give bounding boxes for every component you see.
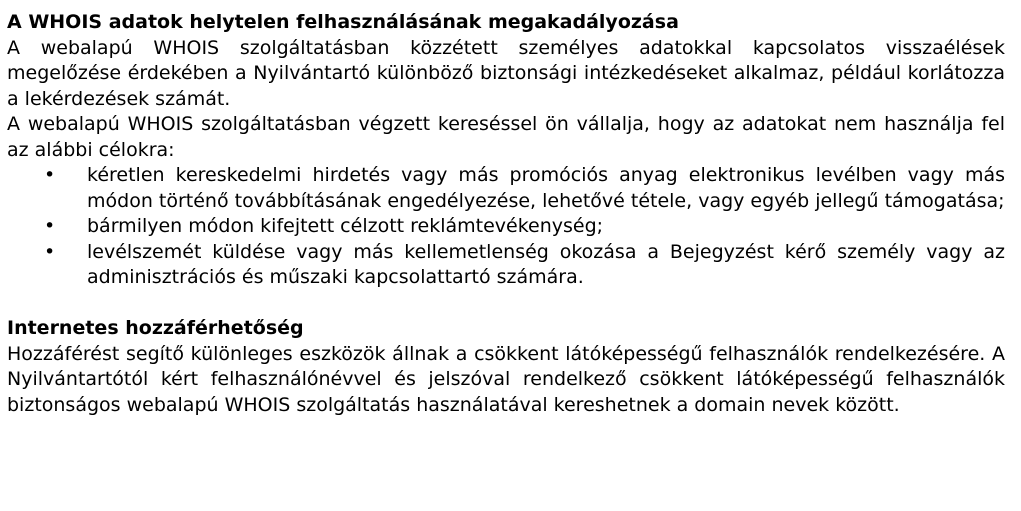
list-item-text: bármilyen módon kifejtett célzott reklámtevékenység; — [87, 215, 604, 237]
paragraph-security-measures: A webalapú WHOIS szolgáltatásban közzétett személyes adatokkal kapcsolatos visszaélések megelőzése érdekében a Nyilvántartó különböző biztonsági intézkedéseket alkalmaz, például korlátozza a lekérdezések számát. — [7, 36, 1005, 110]
section-heading-whois-misuse: A WHOIS adatok helytelen felhasználásának megakadályozása — [7, 11, 679, 33]
paragraph-accessibility: Hozzáférést segítő különleges eszközök állnak a csökkent látóképességű felhasználók rendelkezésére. A Nyilvántartótól kért felhasználónévvel és jelszóval rendelkező csökkent látóképességű felhasználók biztonságos webalapú WHOIS szolgáltatás használatával kereshetnek a domain nevek között. — [7, 342, 1005, 416]
paragraph-usage-agreement: A webalapú WHOIS szolgáltatásban végzett kereséssel ön vállalja, hogy az adatokat nem használja fel az alábbi célokra: — [7, 113, 1005, 161]
bullet-icon: • — [44, 164, 56, 186]
bullet-icon: • — [44, 240, 56, 263]
prohibited-uses-list — [7, 163, 1005, 291]
list-item — [7, 240, 1005, 291]
list-item — [7, 214, 1005, 240]
section-spacer — [7, 291, 1005, 317]
list-item — [7, 163, 1005, 214]
list-item-text: levélszemét küldése vagy más kellemetlenség okozása a Bejegyzést kérő személy vagy az adminisztrációs és műszaki kapcsolattartó számára. — [87, 240, 1005, 288]
section-heading-accessibility: Internetes hozzáférhetőség — [7, 317, 304, 339]
list-item-text: kéretlen kereskedelmi hirdetés vagy más promóciós anyag elektronikus levélben vagy más módon történő továbbításának engedélyezése, lehetővé tétele, vagy egyéb jellegű támogatása; — [87, 164, 1005, 212]
bullet-icon: • — [44, 215, 56, 237]
